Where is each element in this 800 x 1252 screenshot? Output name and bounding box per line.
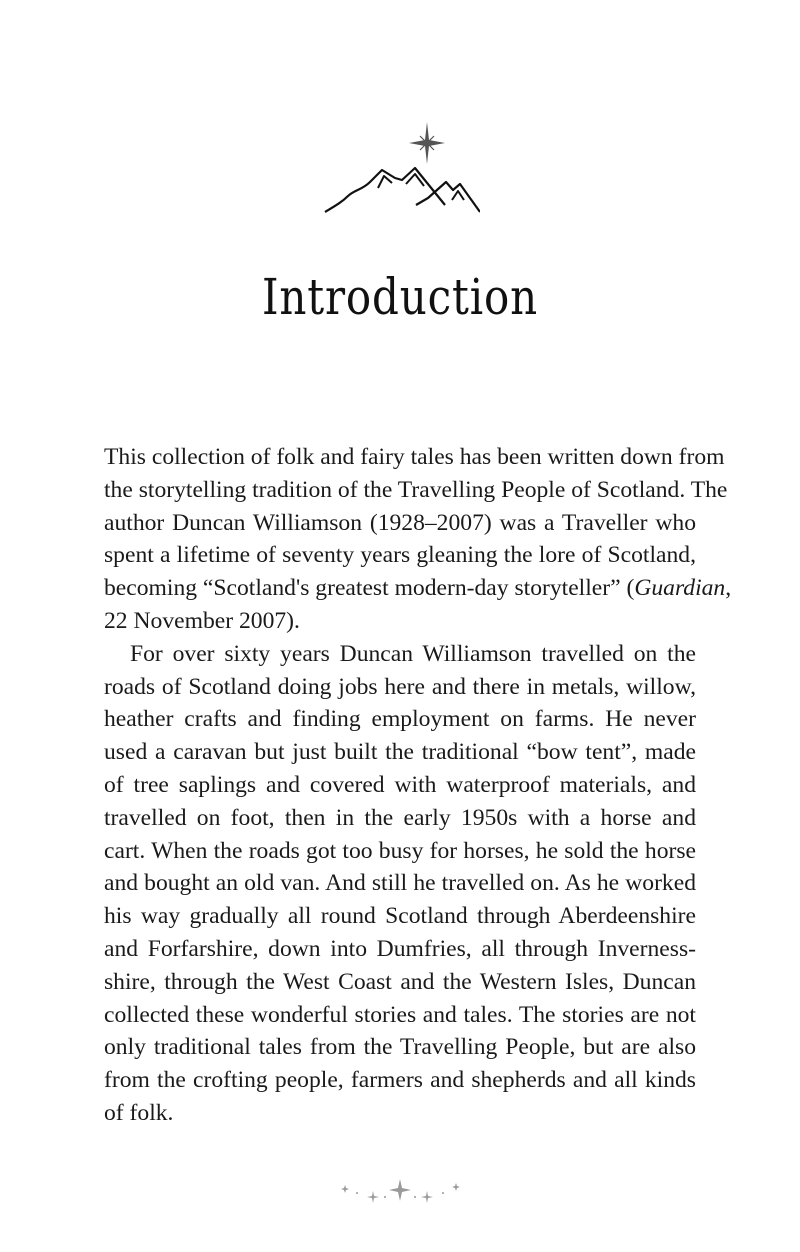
dot-icon bbox=[356, 1192, 358, 1194]
text-line: For over sixty years Duncan Williamson travelled on the bbox=[130, 640, 696, 667]
body-text bbox=[104, 441, 732, 1130]
text-line: This collection of folk and fairy tales has been written down from bbox=[104, 444, 725, 470]
paragraph-1 bbox=[104, 441, 732, 638]
dot-icon bbox=[442, 1192, 444, 1194]
text-line: collected these wonderful stories and tales. The stories are not bbox=[104, 1001, 696, 1028]
text-segment: , bbox=[725, 575, 732, 602]
sparkle-icon bbox=[341, 1185, 349, 1193]
text-line: only traditional tales from the Travelling People, but are also bbox=[104, 1034, 696, 1061]
text-line: shire, through the West Coast and the Western Isles, Duncan bbox=[104, 968, 696, 995]
text-line: 22 November 2007). bbox=[104, 607, 300, 634]
page-title: Introduction bbox=[261, 268, 539, 326]
sparkle-icon bbox=[367, 1191, 379, 1203]
text-line: from the crofting people, farmers and shepherds and all kinds bbox=[104, 1067, 696, 1094]
text-line: cart. When the roads got too busy for horses, he sold the horse bbox=[104, 837, 696, 864]
text-line: roads of Scotland doing jobs here and there in metals, willow, bbox=[104, 673, 696, 700]
sparkle-icon bbox=[389, 1179, 411, 1201]
dot-icon bbox=[414, 1196, 416, 1198]
source-citation: Guardian bbox=[634, 575, 726, 602]
text-line: of tree saplings and covered with waterproof materials, and bbox=[104, 771, 696, 798]
star-icon bbox=[409, 122, 445, 164]
text-line bbox=[104, 572, 732, 605]
text-line: the storytelling tradition of the Travelling People of Scotland. The bbox=[104, 476, 728, 503]
text-line: of folk. bbox=[104, 1099, 174, 1126]
text-line: used a caravan but just built the traditional “bow tent”, made bbox=[104, 739, 696, 766]
dot-icon bbox=[384, 1196, 386, 1198]
text-line: and Forfarshire, down into Dumfries, all through Inverness- bbox=[104, 935, 696, 962]
mountains-icon bbox=[325, 168, 480, 212]
text-line: his way gradually all round Scotland through Aberdeenshire bbox=[104, 903, 696, 930]
text-line: heather crafts and finding employment on farms. He never bbox=[104, 706, 696, 733]
star-and-mountains-icon bbox=[320, 110, 480, 215]
text-line: and bought an old van. And still he travelled on. As he worked bbox=[104, 870, 696, 897]
paragraph-2 bbox=[104, 638, 696, 1130]
sparkle-icon bbox=[421, 1191, 433, 1203]
text-line: author Duncan Williamson (1928–2007) was a Traveller who bbox=[104, 509, 696, 536]
text-segment: becoming “Scotland's greatest modern-day storyteller” ( bbox=[104, 575, 635, 602]
text-line: spent a lifetime of seventy years gleaning the lore of Scotland, bbox=[104, 542, 696, 569]
sparkle-icon bbox=[452, 1183, 460, 1191]
text-line: travelled on foot, then in the early 1950s with a horse and bbox=[104, 804, 696, 831]
sparkles-divider-icon bbox=[335, 1175, 465, 1205]
